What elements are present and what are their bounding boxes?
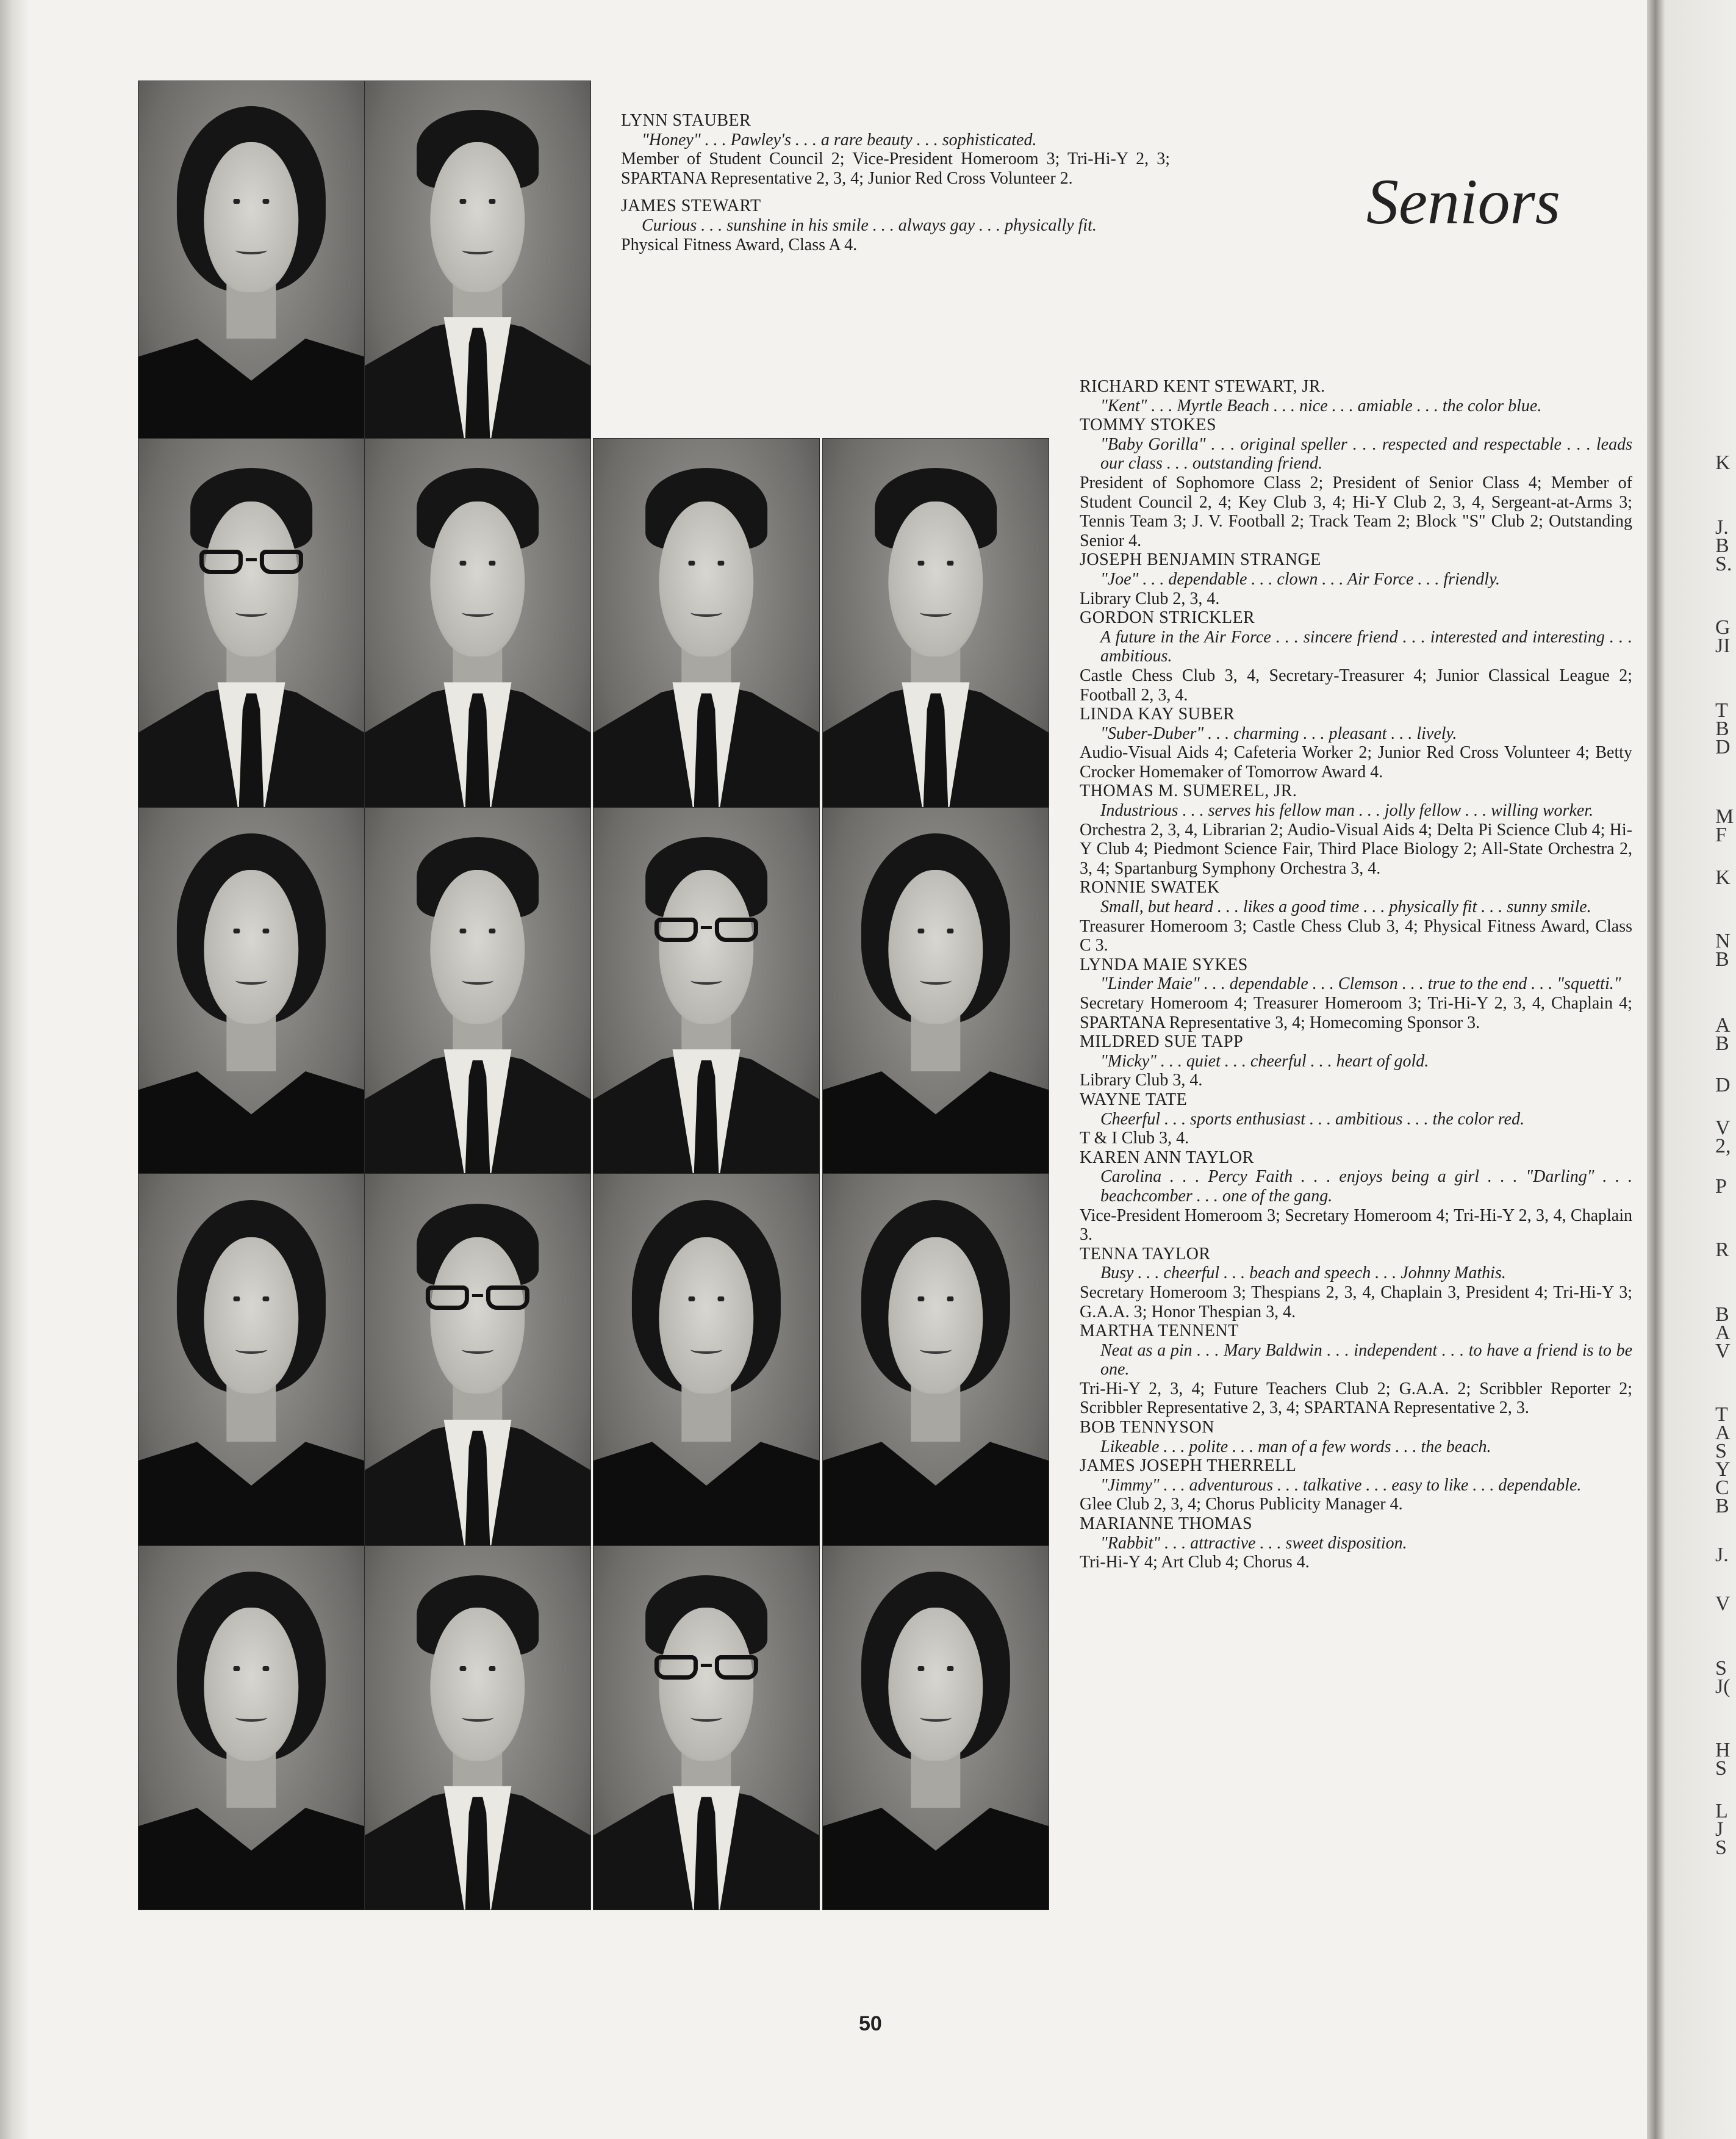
- senior-entry: [1080, 1032, 1632, 1090]
- adjacent-page-fragment: M: [1715, 805, 1734, 828]
- senior-quote: "Honey" . . . Pawley's . . . a rare beauty . . . sophisticated.: [642, 130, 1037, 149]
- senior-activities: Member of Student Council 2; Vice-President Homeroom 3; Tri-Hi-Y 2, 3; SPARTANA Representative 2, 3, 4; Junior Red Cross Volunteer 2.: [621, 149, 1170, 188]
- senior-entry: [621, 111, 1170, 188]
- senior-activities: T & I Club 3, 4.: [1080, 1129, 1189, 1148]
- senior-bios-top: [621, 111, 1170, 263]
- adjacent-page-fragment: P: [1715, 1175, 1727, 1198]
- adjacent-page-fragment: S: [1715, 1757, 1727, 1780]
- senior-name: WAYNE TATE: [1080, 1090, 1188, 1109]
- senior-portrait-photo: [138, 1173, 365, 1547]
- senior-activities: Treasurer Homeroom 3; Castle Chess Club 3, 4; Physical Fitness Award, Class C 3.: [1080, 916, 1632, 955]
- senior-quote: "Linder Maie" . . . dependable . . . Clemson . . . true to the end . . . "squetti.": [1100, 974, 1621, 994]
- adjacent-page-fragment: T: [1715, 699, 1728, 722]
- senior-activities: President of Sophomore Class 2; President of Senior Class 4; Member of Student Council 2, 4; Key Club 3, 4; Hi-Y Club 2, 3, 4, Sergeant-at-Arms 3; Tennis Team 3; J. V. Football 2; Track Team 2; Block "S" Club 2; Outstanding Senior 4.: [1080, 473, 1632, 550]
- adjacent-page-fragment: A: [1715, 1321, 1731, 1344]
- left-page-edge: [0, 0, 29, 2139]
- senior-entry: [1080, 705, 1632, 782]
- senior-name: KAREN ANN TAYLOR: [1080, 1148, 1254, 1167]
- adjacent-page-fragment: V: [1715, 1116, 1731, 1139]
- adjacent-page-fragment: B: [1715, 1495, 1729, 1517]
- senior-portrait-photo: [593, 438, 820, 808]
- adjacent-page-fragment: V: [1715, 1592, 1731, 1615]
- senior-portrait-photo: [138, 1545, 365, 1910]
- senior-entry: [1080, 1090, 1632, 1148]
- adjacent-page-fragment: J.: [1715, 516, 1729, 539]
- adjacent-page-fragment: J(: [1715, 1675, 1731, 1698]
- senior-quote: "Jimmy" . . . adventurous . . . talkative . . . easy to like . . . dependable.: [1100, 1475, 1582, 1495]
- senior-activities: Vice-President Homeroom 3; Secretary Homeroom 4; Tri-Hi-Y 2, 3, 4, Chaplain 3.: [1080, 1206, 1632, 1245]
- senior-entry: [1080, 550, 1632, 608]
- senior-name: TOMMY STOKES: [1080, 415, 1217, 435]
- adjacent-page-fragment: B: [1715, 1303, 1729, 1326]
- senior-activities: Library Club 3, 4.: [1080, 1071, 1203, 1090]
- senior-entry: [1080, 955, 1632, 1032]
- senior-entry: [1080, 878, 1632, 955]
- adjacent-page-fragment: Y: [1715, 1458, 1731, 1481]
- adjacent-page-fragment: A: [1715, 1422, 1731, 1444]
- senior-quote: Cheerful . . . sports enthusiast . . . ambitious . . . the color red.: [1100, 1109, 1525, 1129]
- senior-name: LYNN STAUBER: [621, 111, 751, 130]
- adjacent-page-fragment: B: [1715, 948, 1729, 971]
- senior-quote: Neat as a pin . . . Mary Baldwin . . . independent . . . to have a friend is to be one.: [1100, 1340, 1632, 1379]
- adjacent-page-fragment: T: [1715, 1403, 1728, 1426]
- senior-entry: [1080, 377, 1632, 415]
- senior-portrait-photo: [138, 81, 365, 439]
- senior-quote: Carolina . . . Percy Faith . . . enjoys being a girl . . . "Darling" . . . beachcomber . . . one of the gang.: [1100, 1167, 1632, 1206]
- adjacent-page-fragment: V: [1715, 1340, 1731, 1362]
- senior-portrait-photo: [364, 1173, 591, 1547]
- senior-entry: [1080, 782, 1632, 878]
- adjacent-page-fragment: A: [1715, 1014, 1731, 1037]
- adjacent-page-fragment: S: [1715, 1657, 1727, 1680]
- page-number: 50: [859, 2012, 882, 2035]
- adjacent-page-fragment: J.: [1715, 1544, 1729, 1566]
- senior-name: GORDON STRICKLER: [1080, 608, 1255, 628]
- adjacent-page-fragment: G: [1715, 616, 1731, 639]
- senior-entry: [621, 196, 1170, 254]
- adjacent-page-fragment: S: [1715, 1836, 1727, 1859]
- adjacent-page-text-fragments: [1715, 0, 1736, 2139]
- senior-portrait-photo: [593, 1545, 820, 1910]
- senior-entry: [1080, 1148, 1632, 1245]
- senior-portrait-photo: [138, 438, 365, 808]
- adjacent-page-fragment: J: [1715, 1818, 1724, 1841]
- senior-quote: "Suber-Duber" . . . charming . . . pleasant . . . lively.: [1100, 724, 1457, 743]
- adjacent-page-fragment: L: [1715, 1800, 1728, 1822]
- senior-portrait-photo: [822, 1545, 1049, 1910]
- senior-entry: [1080, 608, 1632, 705]
- senior-entry: [1080, 1456, 1632, 1514]
- senior-quote: A future in the Air Force . . . sincere friend . . . interested and interesting . . . ambitious.: [1100, 627, 1632, 666]
- senior-quote: "Joe" . . . dependable . . . clown . . . Air Force . . . friendly.: [1100, 569, 1500, 589]
- senior-portrait-photo: [593, 807, 820, 1174]
- adjacent-page-fragment: N: [1715, 930, 1731, 952]
- senior-portrait-photo: [822, 438, 1049, 808]
- senior-quote: Likeable . . . polite . . . man of a few words . . . the beach.: [1100, 1437, 1491, 1456]
- senior-quote: Busy . . . cheerful . . . beach and speech . . . Johnny Mathis.: [1100, 1264, 1506, 1283]
- senior-activities: Castle Chess Club 3, 4, Secretary-Treasurer 4; Junior Classical League 2; Football 2, 3, 4.: [1080, 666, 1632, 705]
- senior-portrait-photo: [822, 1173, 1049, 1547]
- senior-name: MARIANNE THOMAS: [1080, 1514, 1253, 1534]
- senior-entry: [1080, 1321, 1632, 1418]
- senior-activities: Tri-Hi-Y 2, 3, 4; Future Teachers Club 2; G.A.A. 2; Scribbler Reporter 2; Scribbler Representative 2, 3, 4; SPARTANA Representative 2, 3.: [1080, 1379, 1632, 1418]
- senior-portrait-photo: [364, 807, 591, 1174]
- senior-portrait-photo: [364, 1545, 591, 1910]
- adjacent-page-fragment: F: [1715, 824, 1727, 846]
- adjacent-page-fragment: R: [1715, 1238, 1729, 1261]
- senior-activities: Glee Club 2, 3, 4; Chorus Publicity Manager 4.: [1080, 1495, 1403, 1514]
- senior-quote: "Baby Gorilla" . . . original speller . . . respected and respectable . . . leads our class . . . outstanding friend.: [1100, 434, 1632, 473]
- senior-quote: Small, but heard . . . likes a good time . . . physically fit . . . sunny smile.: [1100, 897, 1591, 917]
- adjacent-page-fragment: S.: [1715, 553, 1732, 575]
- senior-quote: Curious . . . sunshine in his smile . . . always gay . . . physically fit.: [642, 215, 1097, 235]
- senior-name: THOMAS M. SUMEREL, JR.: [1080, 782, 1297, 801]
- senior-portrait-photo: [364, 81, 591, 439]
- senior-entry: [1080, 1514, 1632, 1572]
- adjacent-page-fragment: B: [1715, 1032, 1729, 1055]
- senior-portrait-photo: [593, 1173, 820, 1547]
- adjacent-page-fragment: K: [1715, 866, 1731, 889]
- senior-name: RICHARD KENT STEWART, JR.: [1080, 377, 1325, 396]
- senior-name: JOSEPH BENJAMIN STRANGE: [1080, 550, 1321, 570]
- senior-activities: Audio-Visual Aids 4; Cafeteria Worker 2; Junior Red Cross Volunteer 4; Betty Crocker Homemaker of Tomorrow Award 4.: [1080, 743, 1632, 782]
- senior-portrait-photo: [822, 807, 1049, 1174]
- senior-quote: "Micky" . . . quiet . . . cheerful . . . heart of gold.: [1100, 1051, 1429, 1071]
- adjacent-page-fragment: JI: [1715, 635, 1731, 657]
- senior-name: JAMES JOSEPH THERRELL: [1080, 1456, 1297, 1476]
- adjacent-page-fragment: B: [1715, 534, 1729, 557]
- senior-quote: "Kent" . . . Myrtle Beach . . . nice . . . amiable . . . the color blue.: [1100, 396, 1542, 415]
- adjacent-page-fragment: D: [1715, 736, 1731, 758]
- senior-name: MARTHA TENNENT: [1080, 1321, 1239, 1341]
- senior-entry: [1080, 1418, 1632, 1456]
- adjacent-page-fragment: B: [1715, 717, 1729, 740]
- senior-name: TENNA TAYLOR: [1080, 1244, 1211, 1264]
- adjacent-page-fragment: 2,: [1715, 1135, 1731, 1157]
- senior-name: JAMES STEWART: [621, 196, 761, 216]
- senior-quote: Industrious . . . serves his fellow man . . . jolly fellow . . . willing worker.: [1100, 801, 1594, 821]
- senior-name: LINDA KAY SUBER: [1080, 705, 1235, 724]
- adjacent-page-fragment: H: [1715, 1739, 1731, 1761]
- page-heading: Seniors: [1366, 166, 1560, 237]
- senior-name: MILDRED SUE TAPP: [1080, 1032, 1244, 1052]
- senior-portrait-photo: [364, 438, 591, 808]
- senior-activities: Orchestra 2, 3, 4, Librarian 2; Audio-Visual Aids 4; Delta Pi Science Club 4; Hi-Y Club 4; Piedmont Science Fair, Third Place Biology 2; All-State Orchestra 2, 3, 4; Spartanburg Symphony Orchestra 3, 4.: [1080, 820, 1632, 878]
- senior-entry: [1080, 1245, 1632, 1321]
- senior-activities: Secretary Homeroom 3; Thespians 2, 3, 4, Chaplain 3, President 4; Tri-Hi-Y 3; G.A.A. 3; Honor Thespian 3, 4.: [1080, 1282, 1632, 1321]
- senior-quote: "Rabbit" . . . attractive . . . sweet disposition.: [1100, 1533, 1407, 1553]
- senior-activities: Physical Fitness Award, Class A 4.: [621, 235, 858, 254]
- senior-activities: Tri-Hi-Y 4; Art Club 4; Chorus 4.: [1080, 1553, 1310, 1572]
- adjacent-page-fragment: D: [1715, 1074, 1731, 1096]
- senior-bios-right: [1080, 377, 1632, 1572]
- senior-activities: Library Club 2, 3, 4.: [1080, 589, 1220, 608]
- senior-portrait-photo: [138, 807, 365, 1174]
- adjacent-page-fragment: S: [1715, 1440, 1727, 1462]
- senior-name: BOB TENNYSON: [1080, 1418, 1214, 1437]
- senior-name: RONNIE SWATEK: [1080, 878, 1220, 897]
- senior-name: LYNDA MAIE SYKES: [1080, 955, 1248, 974]
- adjacent-page-fragment: K: [1715, 451, 1731, 474]
- senior-entry: [1080, 415, 1632, 550]
- adjacent-page-fragment: C: [1715, 1476, 1729, 1499]
- senior-activities: Secretary Homeroom 4; Treasurer Homeroom 3; Tri-Hi-Y 2, 3, 4, Chaplain 4; SPARTANA Representative 3, 4; Homecoming Sponsor 3.: [1080, 994, 1632, 1032]
